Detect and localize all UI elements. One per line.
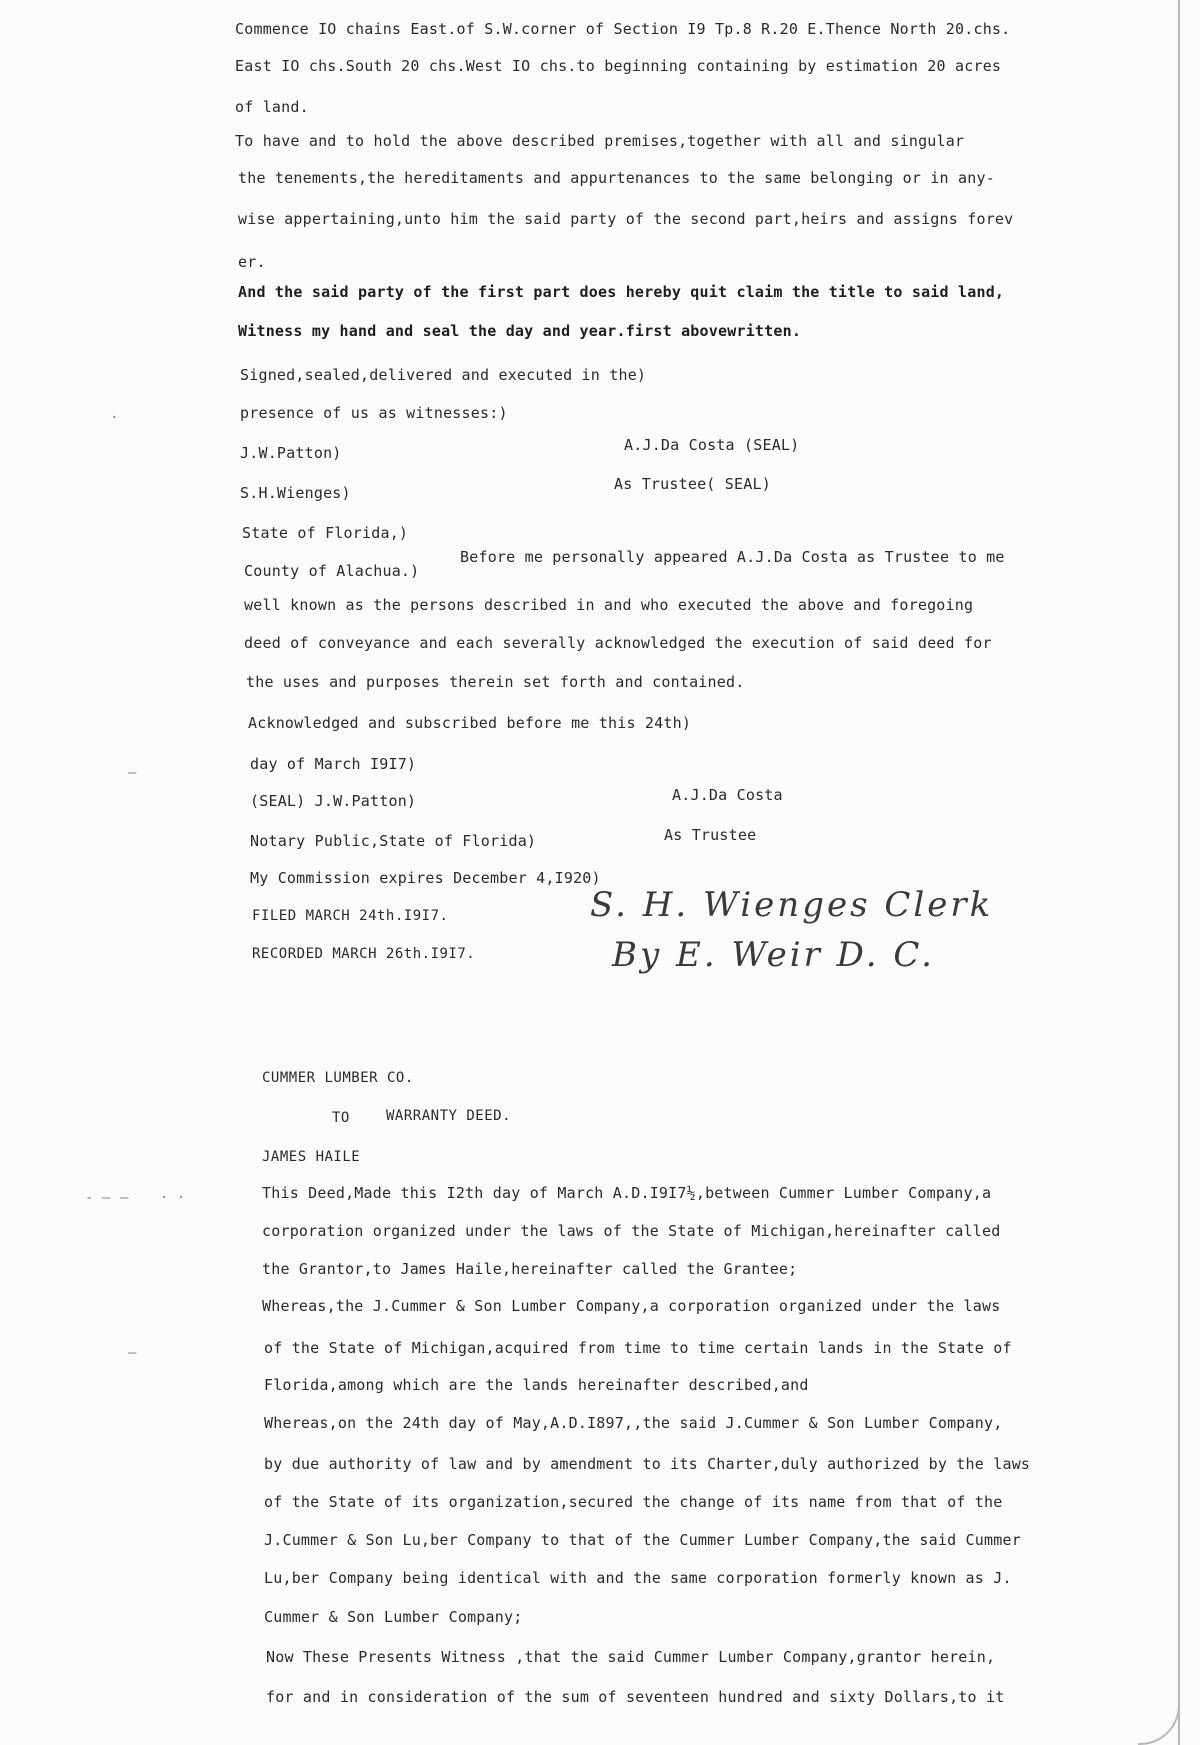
witness-name: J.W.Patton) <box>240 444 342 462</box>
body-line: for and in consideration of the sum of seventeen hundred and sixty Dollars,to it <box>266 1688 1005 1706</box>
body-line: of the State of its organization,secured the change of its name from that of the <box>264 1493 1003 1511</box>
county-line: County of Alachua.) <box>244 562 420 580</box>
subscribed-line: day of March I9I7) <box>250 755 417 773</box>
acknowledgment-line: the uses and purposes therein set forth and contained. <box>246 673 745 691</box>
body-line: Whereas,the J.Cummer & Son Lumber Company,a corporation organized under the laws <box>262 1297 1001 1315</box>
body-line: the Grantor,to James Haile,hereinafter called the Grantee; <box>262 1260 798 1278</box>
clerk-signature: S. H. Wienges Clerk <box>590 885 994 925</box>
notary-commission: My Commission expires December 4,I920) <box>250 869 601 887</box>
to-label: TO <box>332 1110 350 1126</box>
body-line: Cummer & Son Lumber Company; <box>264 1608 523 1626</box>
body-line: Florida,among which are the lands hereinafter described,and <box>264 1376 809 1394</box>
body-line: This Deed,Made this I2th day of March A.D.I9I7½,between Cummer Lumber Company,a <box>262 1184 992 1202</box>
margin-speck: · <box>110 410 119 426</box>
page-corner <box>1138 1623 1180 1745</box>
notary-title: Notary Public,State of Florida) <box>250 832 537 850</box>
notary-seal: (SEAL) J.W.Patton) <box>250 792 417 810</box>
signed-line: presence of us as witnesses:) <box>240 404 508 422</box>
grantee-heading: JAMES HAILE <box>262 1149 361 1165</box>
page-edge <box>1178 0 1180 1745</box>
acknowledgment-line: well known as the persons described in and who executed the above and foregoing <box>244 596 974 614</box>
witness-name: S.H.Wienges) <box>240 484 351 502</box>
signed-line: Signed,sealed,delivered and executed in the) <box>240 366 647 384</box>
body-line: corporation organized under the laws of the State of Michigan,hereinafter called <box>262 1222 1001 1240</box>
body-line: J.Cummer & Son Lu,ber Company to that of the Cummer Lumber Company,the said Cummer <box>264 1531 1021 1549</box>
body-line: of the State of Michigan,acquired from time to time certain lands in the State of <box>264 1339 1012 1357</box>
body-line: Lu,ber Company being identical with and the same corporation formerly known as J. <box>264 1569 1012 1587</box>
description-line: Commence IO chains East.of S.W.corner of Section I9 Tp.8 R.20 E.Thence North 20.chs. <box>235 20 1011 38</box>
subscribed-line: Acknowledged and subscribed before me this 24th) <box>248 714 692 732</box>
grantor-signature: A.J.Da Costa (SEAL) <box>624 436 800 454</box>
deed-type-heading: WARRANTY DEED. <box>386 1108 512 1124</box>
margin-speck: – <box>128 765 137 781</box>
grantor-title: As Trustee( SEAL) <box>614 475 771 493</box>
habendum-line: er. <box>238 253 266 271</box>
margin-speck: · · <box>160 1190 186 1206</box>
acknowledgment-line: deed of conveyance and each severally acknowledged the execution of said deed for <box>244 634 992 652</box>
description-line: East IO chs.South 20 chs.West IO chs.to beginning containing by estimation 20 acres <box>235 57 1002 75</box>
signature-name: A.J.Da Costa <box>672 786 783 804</box>
state-line: State of Florida,) <box>242 524 409 542</box>
signature-title: As Trustee <box>664 826 757 844</box>
body-line: Now These Presents Witness ,that the said Cummer Lumber Company,grantor herein, <box>266 1648 996 1666</box>
habendum-line: To have and to hold the above described premises,together with all and singular <box>235 132 965 150</box>
body-line: by due authority of law and by amendment to its Charter,duly authorized by the laws <box>264 1455 1031 1473</box>
margin-speck: – <box>128 1345 137 1361</box>
margin-speck: – <box>120 1190 129 1206</box>
margin-speck: - – <box>85 1190 111 1206</box>
description-line: of land. <box>235 98 309 116</box>
habendum-line: wise appertaining,unto him the said party of the second part,heirs and assigns forev <box>238 210 1014 228</box>
quitclaim-line: And the said party of the first part does hereby quit claim the title to said land, <box>238 283 1005 301</box>
filed-stamp: FILED MARCH 24th.I9I7. <box>252 908 449 924</box>
habendum-line: the tenements,the hereditaments and appurtenances to the same belonging or in any- <box>238 169 995 187</box>
body-line: Whereas,on the 24th day of May,A.D.I897,,the said J.Cummer & Son Lumber Company, <box>264 1414 1003 1432</box>
witness-line: Witness my hand and seal the day and year.first abovewritten. <box>238 322 802 340</box>
grantor-heading: CUMMER LUMBER CO. <box>262 1070 414 1086</box>
recorded-stamp: RECORDED MARCH 26th.I9I7. <box>252 946 476 962</box>
deputy-clerk-signature: By E. Weir D. C. <box>612 935 935 975</box>
acknowledgment-line: Before me personally appeared A.J.Da Costa as Trustee to me <box>460 548 1005 566</box>
